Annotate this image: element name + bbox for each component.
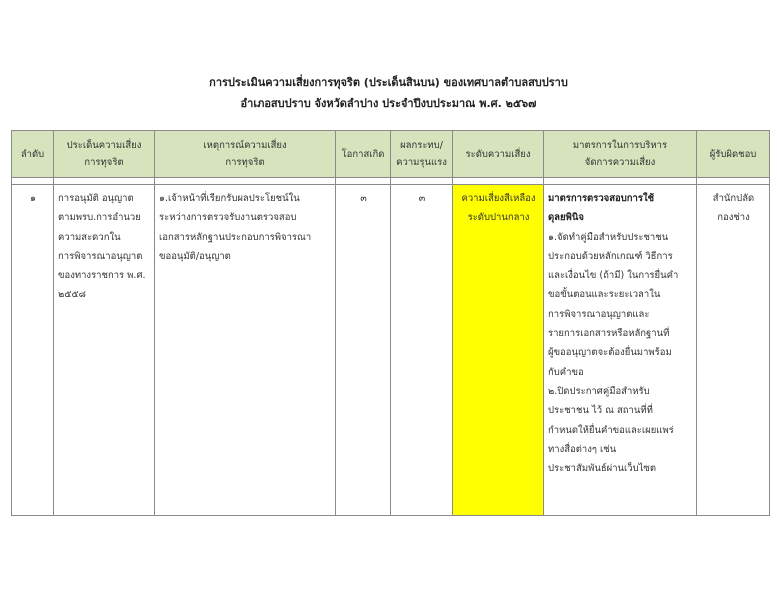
header-event: เหตุการณ์ความเสี่ยง การทุจริต [155,131,336,178]
cell-issue: การอนุมัติ อนุญาต ตามพรบ.การอำนวย ความสะดวกใน การพิจารณาอนุญาต ของทางราชการ พ.ศ. ๒๕๕๘ [54,185,155,516]
cell-owner: สำนักปลัด กองช่าง [697,185,770,516]
cell-impact: ๓ [391,185,453,516]
header-issue: ประเด็นความเสี่ยง การทุจริต [54,131,155,178]
cell-likelihood: ๓ [336,185,391,516]
cell-event: ๑.เจ้าหน้าที่เรียกรับผลประโยชน์ใน ระหว่างการตรวจรับงานตรวจสอบ เอกสารหลักฐานประกอบการพิจารณา ขออนุมัติ/อนุญาต [155,185,336,516]
header-level: ระดับความเสี่ยง [453,131,544,178]
cell-risk-level: ความเสี่ยงสีเหลือง ระดับปานกลาง [453,185,544,516]
cell-no: ๑ [12,185,54,516]
cell-measures: มาตรการตรวจสอบการใช้ ดุลยพินิจ ๑.จัดทำคู่มือสำหรับประชาชน ประกอบด้วยหลักเกณฑ์ วิธีการ และเงื่อนไข (ถ้ามี) ในการยื่นคำ ขอขั้นตอนและระยะเวลาใน การพิจารณาอนุญาตและ รายการเอกสารหรือหลักฐานที่ ผู้ขออนุญาตจะต้องยื่นมาพร้อม กับคำขอ ๒.ปิดประกาศคู่มือสำหรับ ประชาชน ไว้ ณ สถานที่ที่ กำหนดให้ยื่นคำขอและเผยแพร่ ทางสื่อต่างๆ เช่น ประชาสัมพันธ์ผ่านเว็บไซต [544,185,697,516]
header-row [12,131,770,178]
header-impact: ผลกระทบ/ ความรุนแรง [391,131,453,178]
header-measures: มาตรการในการบริหาร จัดการความเสี่ยง [544,131,697,178]
document-subtitle: อำเภอสบปราบ จังหวัดลำปาง ประจำปีงบประมาณ พ.ศ. ๒๕๖๗ [240,97,537,110]
risk-assessment-table [11,130,770,516]
header-owner: ผู้รับผิดชอบ [697,131,770,178]
header-no: ลำดับ [12,131,54,178]
header-likelihood: โอกาสเกิด [336,131,391,178]
spacer-row [12,178,770,185]
document-title: การประเมินความเสี่ยงการทุจริต (ประเด็นสินบน) ของเทศบาลตำบลสบปราบ [209,76,568,89]
table-row [12,185,770,516]
